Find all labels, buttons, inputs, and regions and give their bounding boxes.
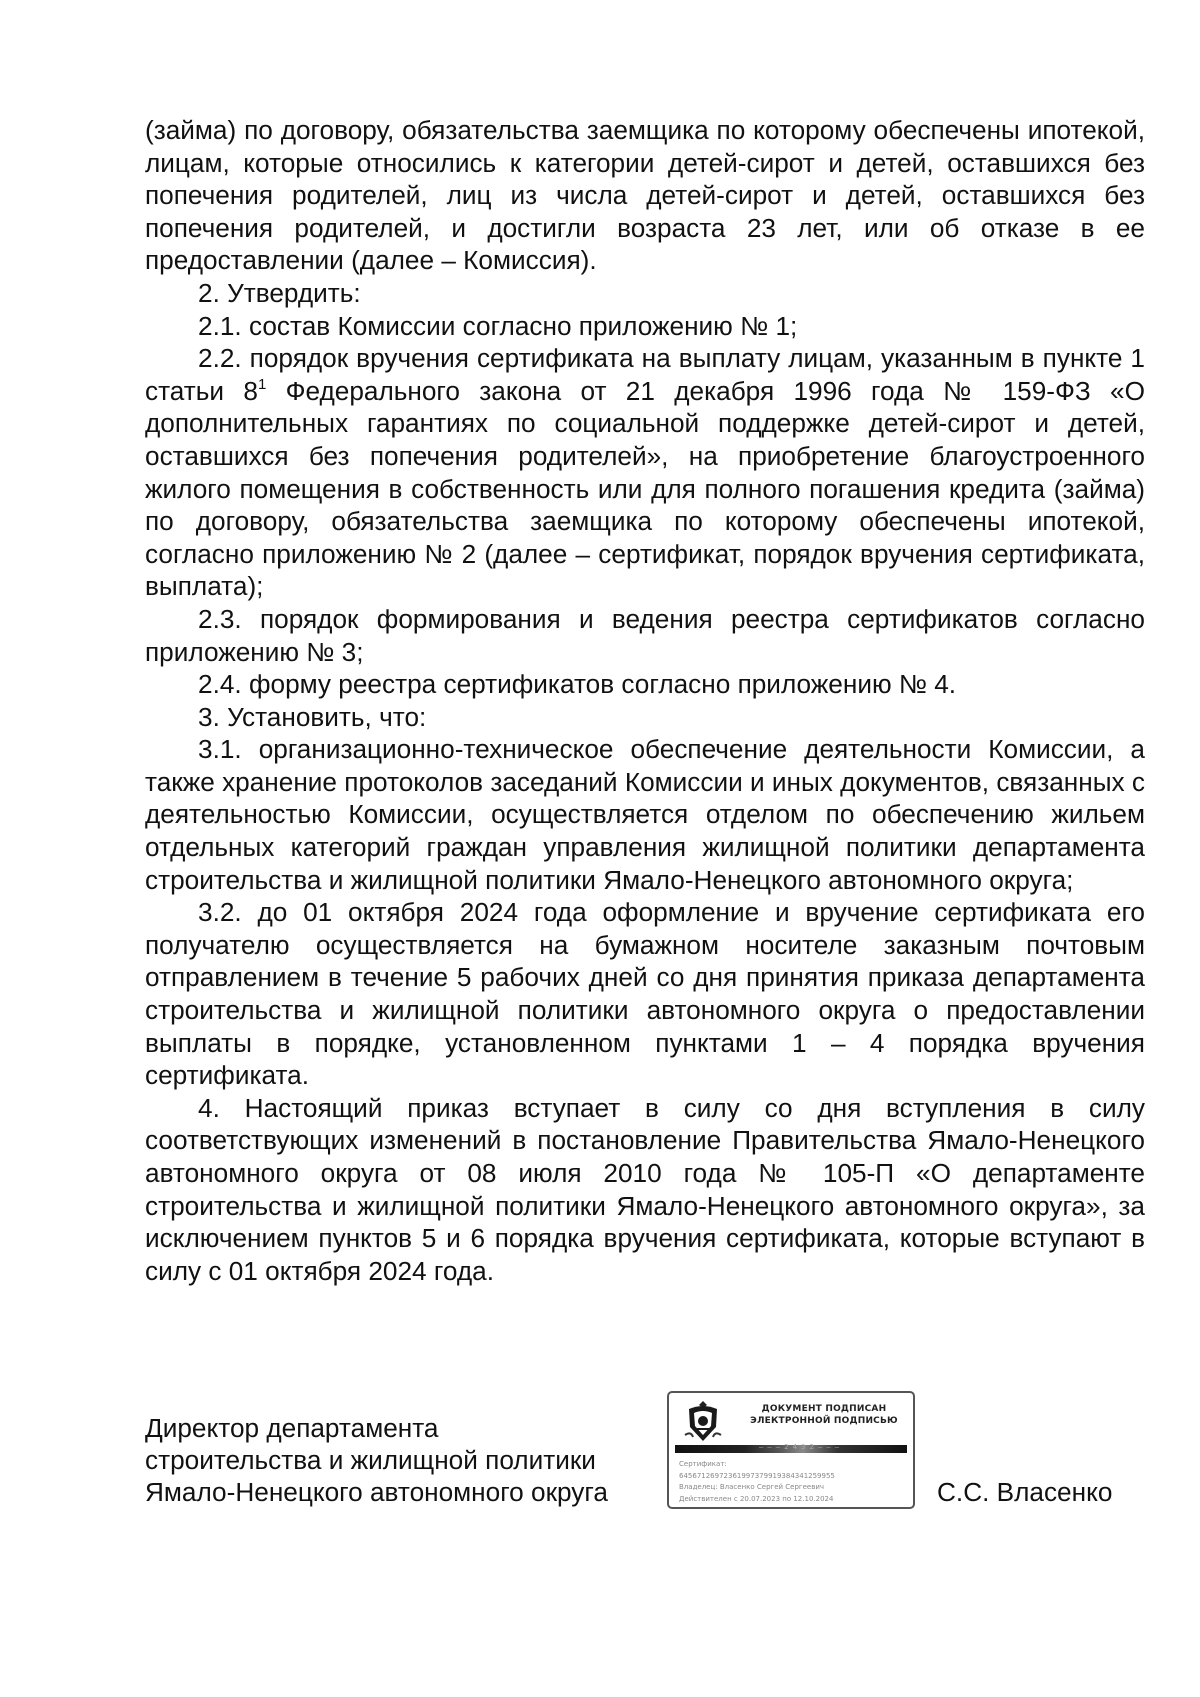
paragraph-2: 2. Утвердить:	[198, 277, 361, 308]
paragraph-2-4: 2.4. форму реестра сертификатов согласно приложению № 4.	[198, 669, 957, 700]
electronic-signature-stamp	[667, 1391, 915, 1509]
signer-position-line-3: Ямало-Ненецкого автономного округа	[145, 1477, 608, 1508]
paragraph-3-1: 3.1. организационно-техническое обеспечение деятельности Комиссии, а также хранение протоколов заседаний Комиссии и иных документов, связанных с деятельностью Комиссии, осуществляется отделом по обеспечению жильем отдельных категорий граждан управления жилищной политики департамента строительства и жилищной политики Ямало-Ненецкого автономного округа;	[145, 734, 1145, 895]
paragraph-1-continuation: (займа) по договору, обязательства заемщика по которому обеспечены ипотекой, лицам, которые относились к категории детей-сирот и детей, оставшихся без попечения родителей, лиц из числа детей-сирот и детей, оставшихся без попечения родителей, и достигли возраста 23 лет, или об отказе в ее предоставлении (далее – Комиссия).	[145, 115, 1145, 276]
signer-position-line-1: Директор департамента	[145, 1413, 439, 1443]
stamp-title-line-1: ДОКУМЕНТ ПОДПИСАН	[761, 1404, 887, 1414]
paragraph-3: 3. Установить, что:	[198, 701, 427, 732]
signature-block	[145, 1404, 1145, 1542]
stamp-certificate-info	[679, 1459, 835, 1505]
signer-position-line-2: строительства и жилищной политики	[145, 1445, 596, 1476]
stamp-title	[739, 1403, 909, 1427]
paragraph-2-1: 2.1. состав Комиссии согласно приложению № 1;	[198, 310, 798, 341]
paragraph-2-2	[145, 342, 1145, 603]
paragraph-4: 4. Настоящий приказ вступает в силу со дня вступления в силу соответствующих изменений в постановление Правительства Ямало-Ненецкого автономного округа от 08 июля 2010 года № 105-П «О департаменте строительства и жилищной политики Ямало-Ненецкого автономного округа», за исключением пунктов 5 и 6 порядка вручения сертификата, которые вступают в силу с 01 октября 2024 года.	[145, 1092, 1145, 1286]
document-body	[145, 114, 1145, 1287]
document-text	[145, 114, 1145, 1287]
coat-of-arms-icon	[683, 1399, 723, 1443]
stamp-validity: Действителен с 20.07.2023 по 12.10.2024	[679, 1494, 834, 1503]
stamp-owner: Владелец: Власенко Сергей Сергеевич	[679, 1483, 825, 1491]
paragraph-2-3: 2.3. порядок формирования и ведения реестра сертификатов согласно приложению № 3;	[145, 603, 1145, 667]
stamp-cert-number: 64567126972361997379919384341259955	[679, 1471, 835, 1480]
paragraph-3-2: 3.2. до 01 октября 2024 года оформление и вручение сертификата его получателю осуществляется на бумажном носителе заказным почтовым отправлением в течение 5 рабочих дней со дня принятия приказа департамента строительства и жилищной политики автономного округа о предоставлении выплаты в порядке, установленном пунктами 1 – 4 порядка вручения сертификата.	[145, 897, 1145, 1091]
stamp-cert-label: Сертификат:	[679, 1460, 727, 1468]
article-superscript: 1	[257, 375, 267, 393]
paragraph-2-2-part-a: 2.2. порядок вручения сертификата на выплату лицам, указанным в пункте 1 статьи 8	[145, 343, 1145, 406]
signer-position	[145, 1412, 608, 1509]
paragraph-2-2-part-b: Федерального закона от 21 декабря 1996 года № 159-ФЗ «О дополнительных гарантиях по социальной поддержке детей-сирот и детей, оставшихся без попечения родителей», на приобретение благоустроенного жилого помещения в собственность или для полного погашения кредита (займа) по договору, обязательства заемщика по которому обеспечены ипотекой, согласно приложению № 2 (далее – сертификат, порядок вручения сертификата, выплата);	[145, 375, 1145, 602]
stamp-bar-text: — — — 2 4 3 2 — — —	[759, 1443, 840, 1451]
stamp-title-line-2: ЭЛЕКТРОННОЙ ПОДПИСЬЮ	[750, 1416, 898, 1426]
signer-name: С.С. Власенко	[937, 1477, 1113, 1507]
